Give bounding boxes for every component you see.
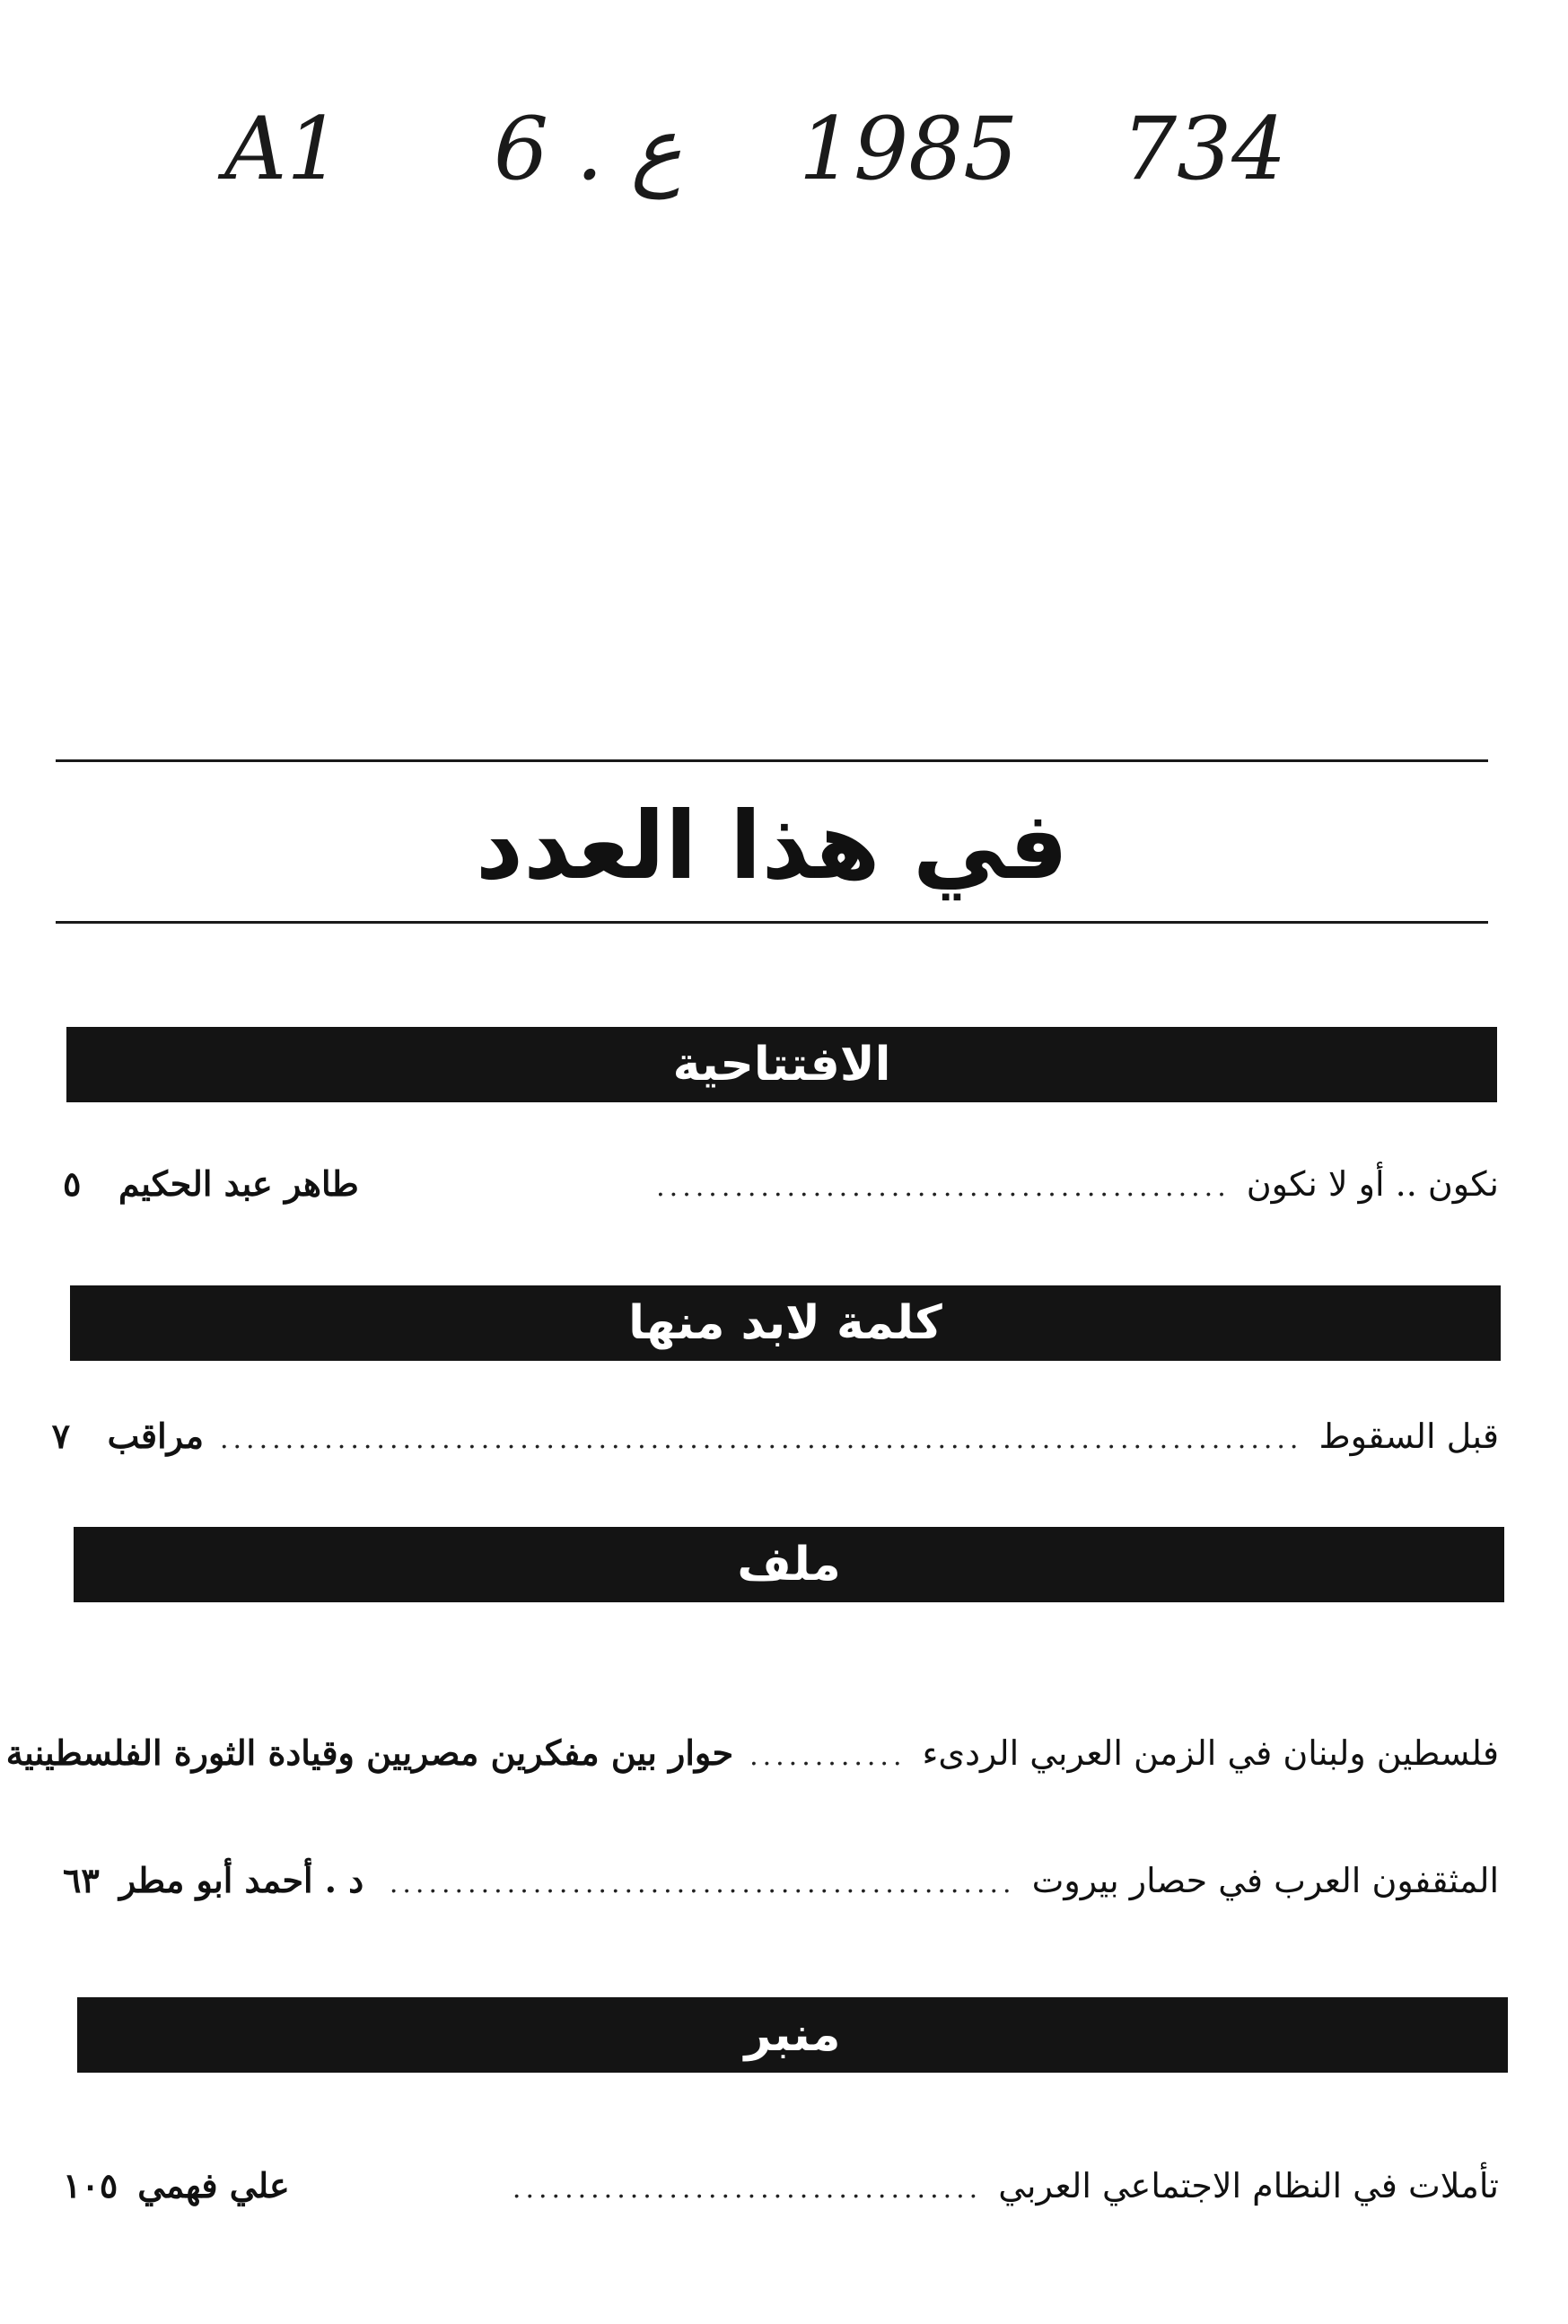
toc-entry (63, 2154, 1499, 2217)
toc-entry (51, 1405, 1499, 1468)
toc-entry (63, 1849, 1499, 1912)
page-title: في هذا العدد (475, 791, 1069, 900)
entry-page-number: ١٠٥ (63, 2165, 118, 2206)
handwritten-note: 1985 (799, 99, 1019, 199)
leader-dots: ................................................................................... (219, 1424, 1303, 1455)
entry-page-number: ٧ (51, 1416, 71, 1456)
entry-page-number: ٦٣ (63, 1860, 100, 1900)
entry-title: فلسطين ولبنان في الزمن العربي الردىء (922, 1733, 1499, 1773)
entry-title: نكون .. أو لا نكون (1246, 1164, 1499, 1204)
handwritten-note: 734 (1122, 99, 1287, 199)
toc-entry (5, 1722, 1499, 1785)
entry-title: المثقفون العرب في حصار بيروت (1031, 1861, 1499, 1900)
entry-author: طاهر عبد الحكيم (118, 1163, 359, 1204)
section-heading-editorial: الافتتاحية (66, 1027, 1497, 1102)
leader-dots: ............ (749, 1741, 907, 1772)
leader-dots: ............................................ (656, 1171, 1231, 1203)
entry-page-number: ٥ (63, 1163, 82, 1204)
section-heading-file: ملف (74, 1527, 1504, 1602)
handwritten-note: A1 (224, 99, 342, 199)
entry-title: تأملات في النظام الاجتماعي العربي (998, 2166, 1499, 2206)
entry-author: حوار بين مفكرين مصريين وقيادة الثورة الفلسطينية (5, 1732, 734, 1773)
toc-entry (63, 1153, 1499, 1215)
entry-author: علي فهمي (137, 2165, 290, 2206)
entry-author: مراقب (107, 1416, 204, 1456)
handwritten-note: 6 . ع (494, 99, 682, 199)
entry-title: قبل السقوط (1318, 1416, 1499, 1456)
title-bottom-rule (56, 921, 1488, 924)
section-heading-platform: منبر (77, 1997, 1508, 2073)
entry-author: د . أحمد أبو مطر (118, 1860, 364, 1900)
handwritten-annotation (206, 99, 1328, 215)
leader-dots: ................................................ (389, 1868, 1016, 1899)
section-heading-necessary-word: كلمة لابد منها (70, 1285, 1501, 1361)
title-top-rule (56, 759, 1488, 762)
leader-dots: .................................... (512, 2173, 983, 2205)
